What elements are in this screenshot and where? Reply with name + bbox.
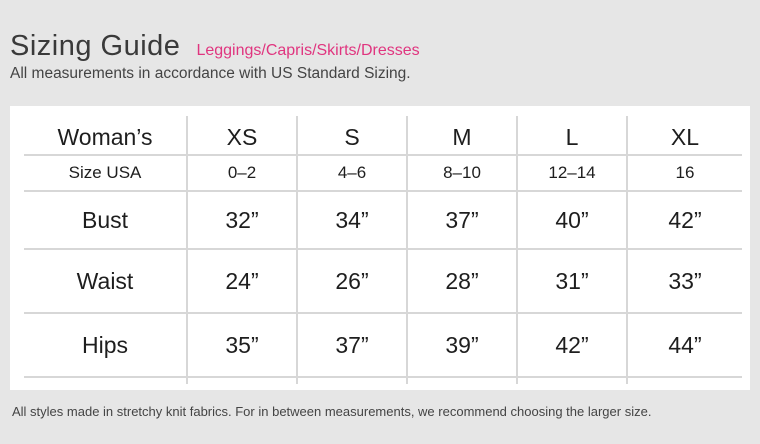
page-title: Sizing Guide [10, 30, 181, 62]
size-usa-value: 0–2 [188, 156, 298, 192]
size-header-m: M [408, 116, 518, 156]
bust-value: 37” [408, 192, 518, 250]
bust-value: 32” [188, 192, 298, 250]
size-header-xl: XL [628, 116, 742, 156]
title-line [10, 30, 420, 63]
table-spacer-cell [298, 378, 408, 384]
size-table [24, 116, 742, 380]
sizing-note: All measurements in accordance with US Standard Sizing. [10, 65, 411, 82]
hips-value: 39” [408, 314, 518, 378]
table-corner-label: Woman’s [24, 116, 188, 156]
table-spacer-cell [408, 378, 518, 384]
page-subtitle: Leggings/Capris/Skirts/Dresses [196, 42, 420, 59]
hips-value: 44” [628, 314, 742, 378]
size-table-panel [10, 106, 750, 390]
table-spacer-cell [628, 378, 742, 384]
size-header-xs: XS [188, 116, 298, 156]
size-header-s: S [298, 116, 408, 156]
table-spacer-cell [518, 378, 628, 384]
header [10, 30, 420, 83]
bust-value: 40” [518, 192, 628, 250]
hips-value: 35” [188, 314, 298, 378]
size-usa-label: Size USA [24, 156, 188, 192]
hips-value: 42” [518, 314, 628, 378]
hips-value: 37” [298, 314, 408, 378]
row-label-waist: Waist [24, 250, 188, 314]
waist-value: 24” [188, 250, 298, 314]
bust-value: 42” [628, 192, 742, 250]
waist-value: 33” [628, 250, 742, 314]
size-usa-value: 8–10 [408, 156, 518, 192]
bust-value: 34” [298, 192, 408, 250]
row-label-hips: Hips [24, 314, 188, 378]
footer-note: All styles made in stretchy knit fabrics. For in between measurements, we recommend choosing the larger size. [12, 404, 652, 419]
waist-value: 26” [298, 250, 408, 314]
table-spacer-cell [24, 378, 188, 384]
waist-value: 31” [518, 250, 628, 314]
size-usa-value: 16 [628, 156, 742, 192]
size-header-l: L [518, 116, 628, 156]
waist-value: 28” [408, 250, 518, 314]
table-spacer-cell [188, 378, 298, 384]
size-usa-value: 12–14 [518, 156, 628, 192]
row-label-bust: Bust [24, 192, 188, 250]
size-usa-value: 4–6 [298, 156, 408, 192]
